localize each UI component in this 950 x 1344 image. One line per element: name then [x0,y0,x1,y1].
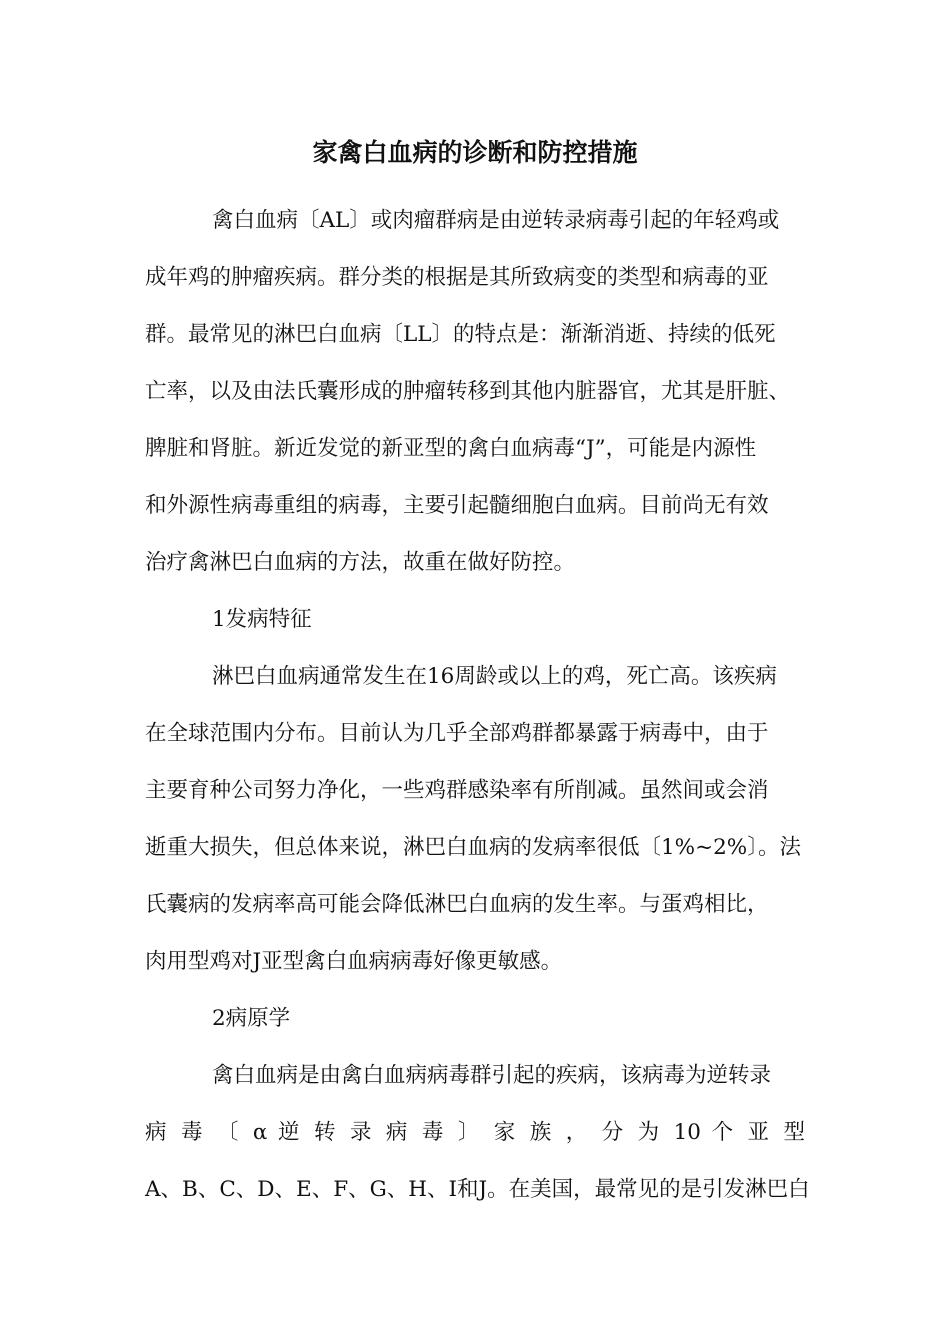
paragraph-line: 主要育种公司努力净化，一些鸡群感染率有所削减。虽然间或会消 [145,778,769,803]
paragraph-line: 群。最常见的淋巴白血病〔LL〕的特点是：渐渐消逝、持续的低死 [145,322,776,347]
paragraph-line: A、B、C、D、E、F、G、H、I和J。在美国，最常见的是引发淋巴白 [145,1177,810,1202]
paragraph-line: 淋巴白血病通常发生在16周龄或以上的鸡，死亡高。该疾病 [212,664,777,689]
document-title: 家禽白血病的诊断和防控措施 [312,138,638,167]
paragraph-line: 脾脏和肾脏。新近发觉的新亚型的禽白血病毒“J”，可能是内源性 [145,436,757,461]
section-heading: 1发病特征 [212,607,312,632]
paragraph-line: 逝重大损失，但总体来说，淋巴白血病的发病率很低〔1%~2%〕。法 [145,835,801,860]
paragraph-line: 氏囊病的发病率高可能会降低淋巴白血病的发生率。与蛋鸡相比， [145,892,769,917]
paragraph-line: 亡率，以及由法氏囊形成的肿瘤转移到其他内脏器官，尤其是肝脏、 [145,379,791,404]
section-heading: 2病原学 [212,1006,291,1031]
paragraph-line: 治疗禽淋巴白血病的方法，故重在做好防控。 [145,550,576,575]
paragraph-line: 病 毒 〔 α 逆 转 录 病 毒 〕 家 族 ， 分 为 10 个 亚 型 [145,1120,805,1145]
paragraph-line: 肉用型鸡对J亚型禽白血病病毒好像更敏感。 [145,949,563,974]
paragraph-line: 在全球范围内分布。目前认为几乎全部鸡群都暴露于病毒中，由于 [145,721,769,746]
paragraph-line: 成年鸡的肿瘤疾病。群分类的根据是其所致病变的类型和病毒的亚 [145,265,769,290]
paragraph-line: 和外源性病毒重组的病毒，主要引起髓细胞白血病。目前尚无有效 [145,493,769,518]
paragraph-line: 禽白血病〔AL〕或肉瘤群病是由逆转录病毒引起的年轻鸡或 [212,208,780,233]
paragraph-line: 禽白血病是由禽白血病病毒群引起的疾病，该病毒为逆转录 [212,1063,772,1088]
